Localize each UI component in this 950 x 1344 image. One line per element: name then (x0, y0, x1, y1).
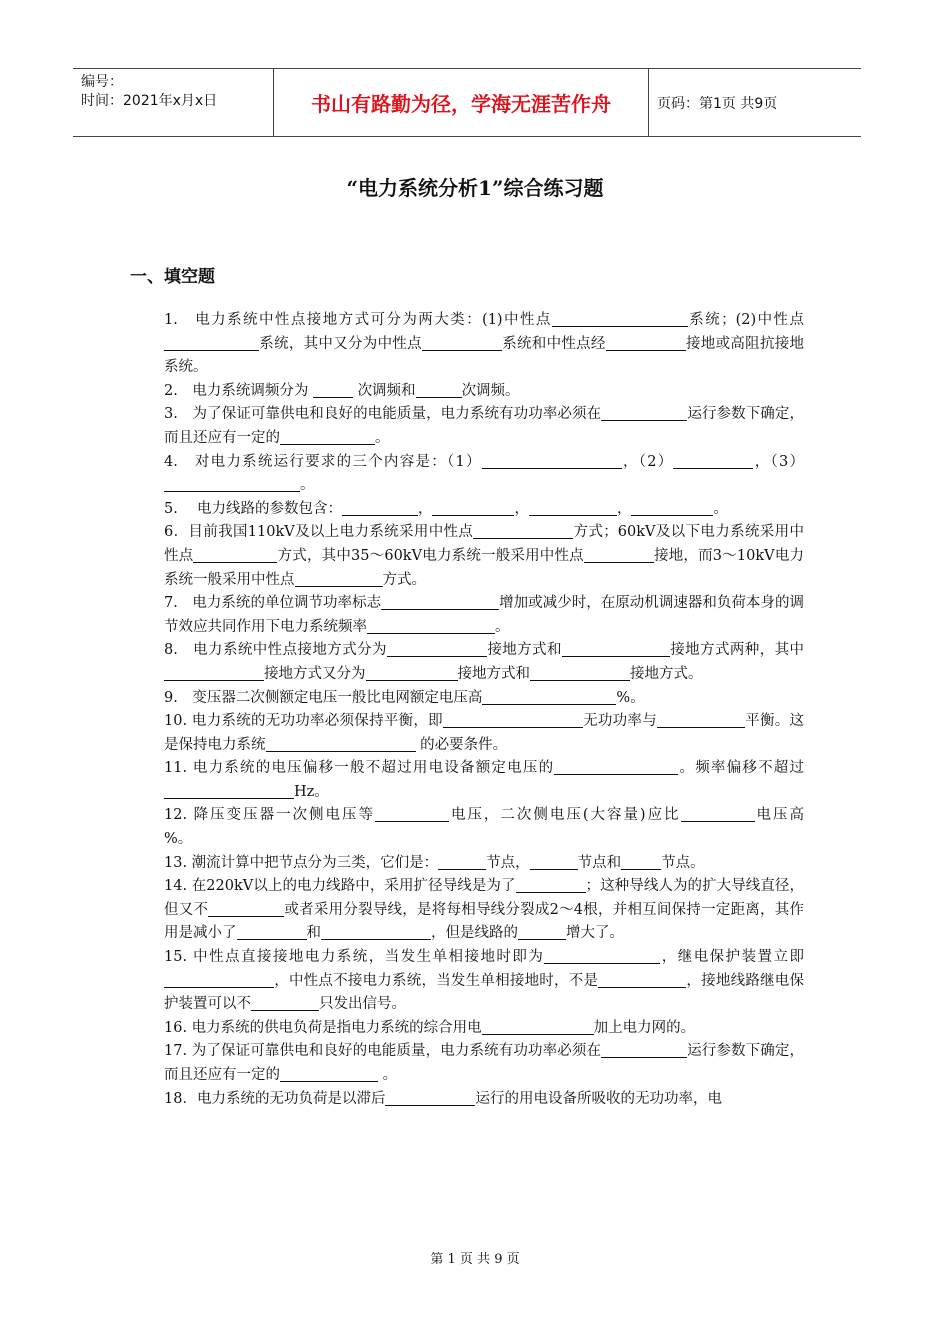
blank (482, 1019, 594, 1035)
blank (342, 500, 418, 516)
q1-text: 系统；(2)中性点 (687, 312, 804, 328)
q10-text: 的必要条件。 (420, 736, 508, 753)
q5-text: 5. 电力线路的参数包含： (164, 500, 342, 517)
q12-text: 12. 降压变压器一次侧电压等 (164, 807, 375, 824)
q10-text: 10. 电力系统的无功功率必须保持平衡，即 (164, 713, 443, 730)
q12-text: 电压高 %。 (164, 807, 862, 848)
q10-text: 无功功率与 (582, 713, 657, 730)
q5-text: ， (514, 500, 529, 517)
q7-text: 7. 电力系统的单位调节功率标志 (164, 595, 382, 612)
blank (584, 547, 654, 563)
q17-text: 17. 为了保证可靠供电和良好的电能质量，电力系统有功功率必须在 (164, 1043, 602, 1060)
blank (387, 641, 487, 657)
q3-text: 。 (375, 429, 390, 446)
blank (443, 712, 583, 728)
q1-text: 系统，其中又分为中性点 (259, 335, 422, 352)
number-label: 编号： (81, 74, 123, 90)
question-8 (164, 639, 804, 686)
q6-text: 方式；60kV及以下电力系统采用中性点 (164, 524, 804, 564)
question-14 (164, 875, 804, 946)
q6-text: 6．目前我国110kV及以上电力系统采用中性点 (164, 524, 474, 541)
q6-text: 方式，其中35～60kV电力系统一般采用中性点 (277, 547, 584, 564)
question-3 (164, 403, 804, 450)
question-2 (164, 380, 804, 404)
blank (280, 429, 375, 445)
blank (295, 571, 383, 587)
blank (164, 476, 300, 492)
q8-text: 8. 电力系统中性点接地方式分为 (164, 642, 387, 659)
blank (631, 500, 713, 516)
blank (601, 1042, 687, 1058)
q6-text: 接地，而3～10kV电力系统一般采用中性点 (164, 547, 805, 588)
question-17 (164, 1040, 804, 1087)
question-11 (164, 757, 804, 804)
blank (544, 948, 660, 964)
blank (385, 1090, 475, 1106)
question-9 (164, 687, 804, 711)
q14-text: 或者采用分裂导线，是将每相导线分裂成2～4根，并相互间保持一定距离，其作用是减小了 (164, 901, 805, 942)
q15-text: ，中性点不接电力系统，当发生单相接地时，不是 (274, 972, 599, 989)
question-6 (164, 521, 804, 592)
q1-text: 接地或高阻抗接地系统。 (164, 335, 805, 376)
q16-text: 加上电力网的。 (593, 1019, 696, 1036)
q3-text: 3. 为了保证可靠供电和良好的电能质量，电力系统有功功率必须在 (164, 406, 602, 423)
q8-text: 接地方式两种，其中 (669, 642, 805, 659)
blank (482, 453, 622, 469)
header-motto: 书山有路勤为径，学海无涯苦作舟 (274, 69, 649, 136)
q5-text: ， (616, 500, 632, 517)
document-header (73, 68, 861, 137)
q14-text: 增大了。 (566, 925, 624, 942)
q3-text: 运行参数下确定，而且还应有一定的 (164, 406, 804, 446)
blank (416, 382, 462, 398)
blank (473, 523, 573, 539)
q1-text: 系统和中性点经 (501, 335, 606, 352)
q11-text: 。频率偏移不超过 (678, 760, 805, 777)
q9-text: 9. 变压器二次侧额定电压一般比电网额定电压高 (164, 689, 483, 706)
header-page-info: 页码：第1页 共9页 (657, 95, 778, 112)
q8-text: 接地方式又分为 (264, 665, 366, 682)
q15-text: 15. 中性点直接接地电力系统，当发生单相接地时即为 (164, 949, 545, 966)
blank (673, 453, 753, 469)
q13-text: 节点和 (577, 854, 622, 871)
blank (193, 547, 277, 563)
blank (266, 736, 416, 752)
q4-text: ，（3） (753, 453, 804, 470)
q11-text: Hz。 (294, 783, 329, 800)
question-list (164, 309, 862, 1111)
question-15 (164, 946, 804, 1017)
blank (530, 854, 578, 870)
blank (606, 335, 686, 351)
blank (164, 783, 294, 799)
blank (251, 995, 319, 1011)
q7-text: 。 (495, 618, 510, 635)
question-4 (164, 451, 804, 498)
blank (657, 712, 745, 728)
blank (375, 806, 449, 822)
q14-text: 和 (306, 925, 321, 942)
q16-text: 16. 电力系统的供电负荷是指电力系统的综合用电 (164, 1019, 482, 1036)
question-18 (164, 1088, 804, 1112)
q5-text: 。 (713, 500, 728, 517)
blank (530, 665, 630, 681)
blank (366, 665, 458, 681)
q8-text: 接地方式和 (457, 665, 530, 682)
blank (164, 665, 264, 681)
q15-text: ，接地线路继电保护装置可以不 (164, 972, 805, 1013)
blank (367, 618, 495, 634)
question-1 (164, 309, 804, 380)
blank (598, 972, 686, 988)
q8-text: 接地方式和 (486, 642, 562, 659)
q13-text: 节点。 (661, 854, 705, 871)
question-10 (164, 710, 804, 757)
q4-text: 。 (300, 477, 315, 494)
blank (432, 500, 514, 516)
q13-text: 13. 潮流计算中把节点分为三类，它们是： (164, 854, 439, 871)
blank (516, 877, 586, 893)
blank (621, 854, 661, 870)
q2-text: 2. 电力系统调频分为 (164, 382, 309, 399)
q2-text: 次调频和 (357, 382, 416, 399)
blank (562, 641, 670, 657)
q10-text: 平衡。这是保持电力系统 (164, 713, 805, 753)
section-title: 一、填空题 (130, 267, 215, 287)
question-7 (164, 592, 804, 639)
blank (164, 335, 259, 351)
q14-text: 14. 在220kV以上的电力线路中，采用扩径导线是为了 (164, 878, 516, 895)
q18-text: 18．电力系统的无功负荷是以滞后 (164, 1090, 386, 1107)
blank (280, 1066, 378, 1082)
time-label: 时间：2021年x月x日 (81, 93, 218, 109)
blank (529, 500, 617, 516)
q7-text: 增加或减少时，在原动机调速器和负荷本身的调节效应共同作用下电力系统频率 (164, 595, 804, 635)
blank (482, 689, 616, 705)
q4-text: 4. 对电力系统运行要求的三个内容是：（1） (164, 453, 482, 470)
q14-text: ，但是线路的 (431, 925, 518, 942)
blank (518, 924, 566, 940)
q13-text: 节点， (486, 854, 530, 871)
q17-text: 。 (382, 1067, 398, 1083)
blank (208, 901, 284, 917)
q15-text: 只发出信号。 (319, 996, 406, 1013)
blank (321, 924, 431, 940)
q2-text: 次调频。 (461, 382, 520, 399)
blank (438, 854, 486, 870)
q4-text: ，（2） (621, 453, 674, 470)
blank (381, 594, 499, 610)
blank (237, 924, 307, 940)
question-13 (164, 852, 804, 876)
q9-text: %。 (616, 689, 645, 706)
blank (422, 335, 502, 351)
question-16 (164, 1017, 804, 1041)
q14-text: ；这种导线人为的扩大导线直径，但又不 (164, 878, 805, 918)
blank (164, 972, 274, 988)
q11-text: 11. 电力系统的电压偏移一般不超过用电设备额定电压的 (164, 760, 555, 777)
document-title: “电力系统分析1”综合练习题 (346, 176, 604, 200)
blank (554, 759, 678, 775)
q5-text: ， (417, 500, 433, 517)
q17-text: 运行参数下确定，而且还应有一定的 (164, 1043, 804, 1083)
header-meta (73, 69, 274, 136)
q15-text: ，继电保护装置立即 (660, 949, 804, 966)
q1-text: 1. 电力系统中性点接地方式可分为两大类：(1)中性点 (164, 312, 552, 328)
blank (601, 405, 687, 421)
q18-text: 运行的用电设备所吸收的无功功率，电 (475, 1090, 722, 1107)
blank (681, 806, 755, 822)
q12-text: 电压，二次侧电压(大容量)应比 (448, 807, 681, 824)
question-12 (164, 804, 862, 851)
question-5 (164, 498, 804, 522)
blank (552, 311, 688, 327)
q8-text: 接地方式。 (630, 665, 703, 682)
q6-text: 方式。 (382, 571, 426, 588)
page-footer: 第 1 页 共 9 页 (430, 1252, 520, 1267)
blank (313, 382, 353, 398)
